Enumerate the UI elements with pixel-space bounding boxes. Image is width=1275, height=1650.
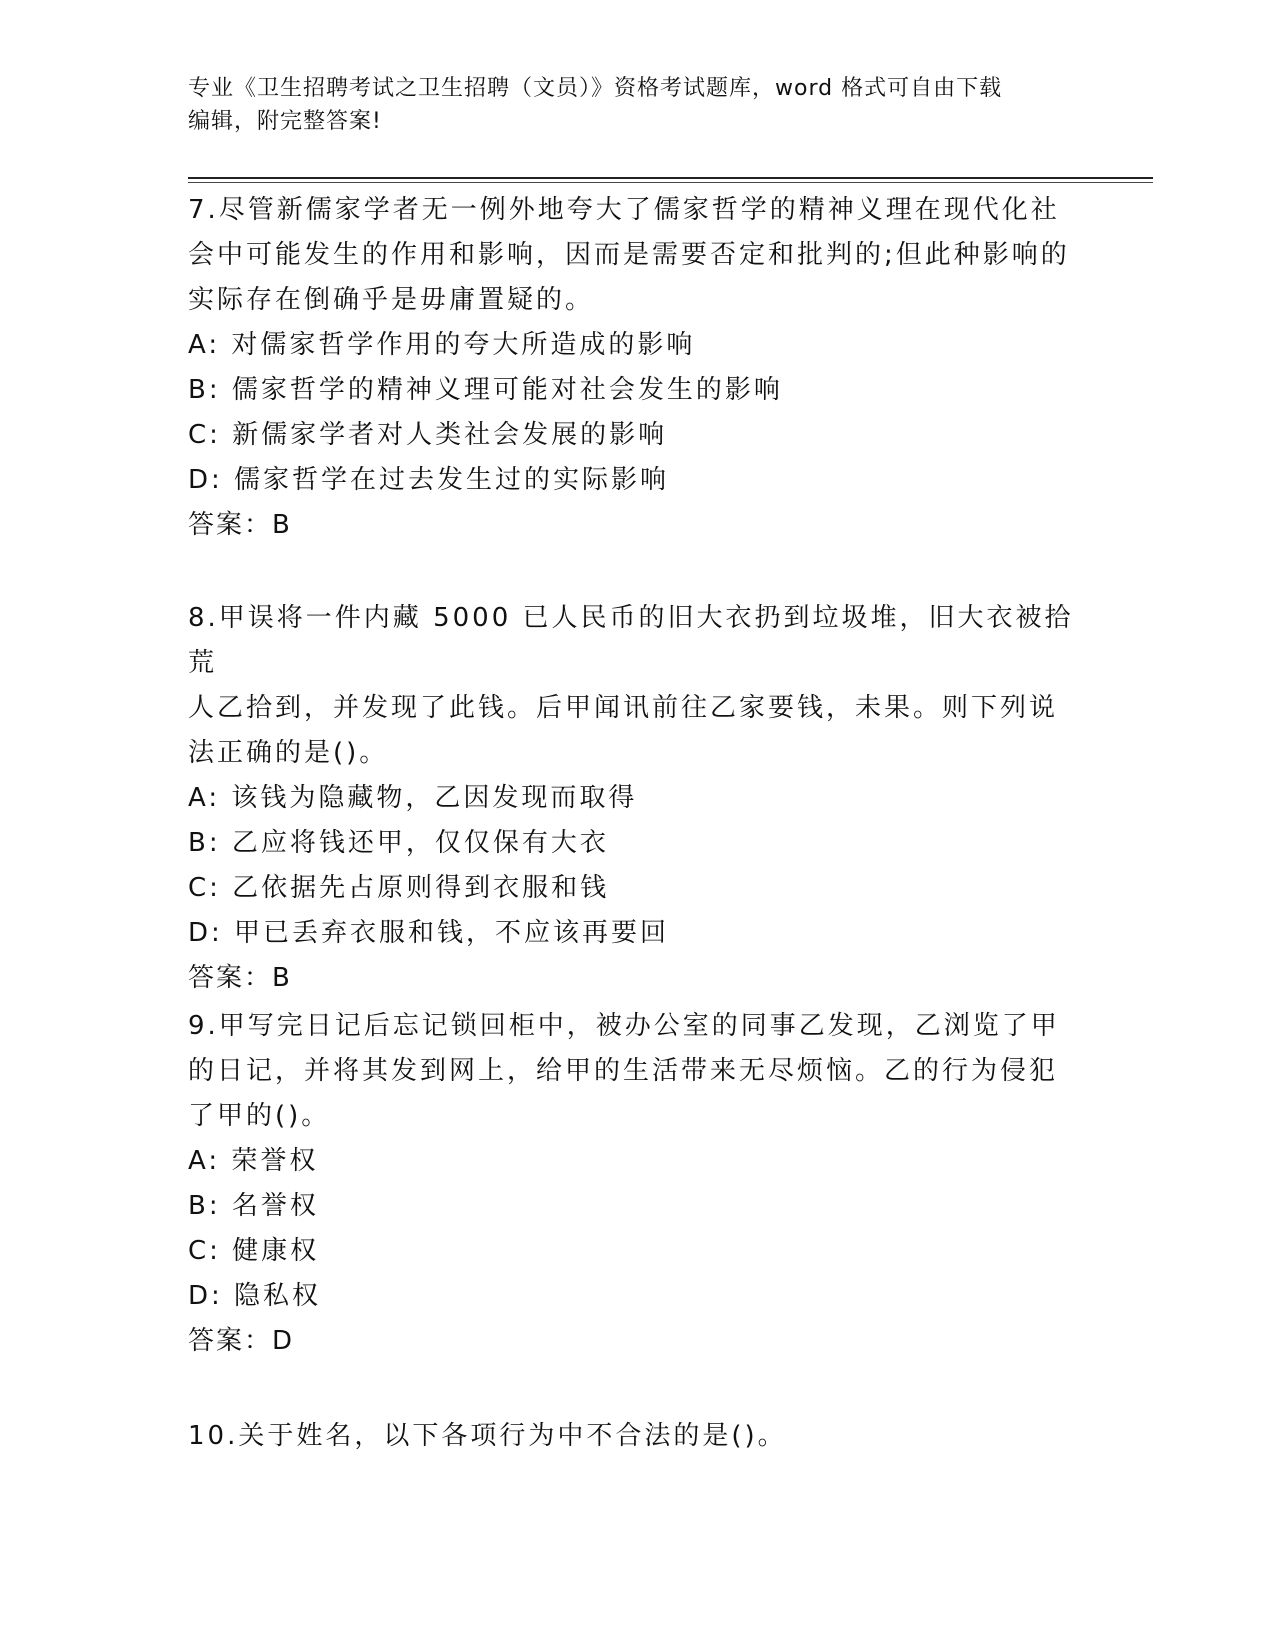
option-b: B: 儒家哲学的精神义理可能对社会发生的影响 (188, 375, 783, 405)
header-divider-thin (188, 182, 1153, 183)
option-c: C: 健康权 (188, 1236, 320, 1266)
question-9 (188, 1004, 1088, 1364)
option-d: D: 甲已丢弃衣服和钱，不应该再要回 (188, 918, 670, 948)
option-c: C: 乙依据先占原则得到衣服和钱 (188, 873, 610, 903)
option-a: A: 该钱为隐藏物，乙因发现而取得 (188, 783, 638, 813)
question-stem-line: 法正确的是()。 (188, 738, 389, 768)
option-b: B: 乙应将钱还甲，仅仅保有大衣 (188, 828, 609, 858)
question-stem-line: 会中可能发生的作用和影响，因而是需要否定和批判的;但此种影响的 (188, 240, 1070, 270)
question-stem-line: 的日记，并将其发到网上，给甲的生活带来无尽烦恼。乙的行为侵犯 (188, 1056, 1059, 1086)
question-7 (188, 188, 1088, 548)
option-d: D: 儒家哲学在过去发生过的实际影响 (188, 465, 670, 495)
option-a: A: 荣誉权 (188, 1146, 319, 1176)
question-stem-line: 9.甲写完日记后忘记锁回柜中，被办公室的同事乙发现，乙浏览了甲 (188, 1011, 1060, 1041)
answer: 答案：D (188, 1326, 295, 1356)
answer: 答案：B (188, 963, 292, 993)
question-stem-line: 7.尽管新儒家学者无一例外地夸大了儒家哲学的精神义理在现代化社 (188, 195, 1060, 225)
question-stem-line: 10.关于姓名，以下各项行为中不合法的是()。 (188, 1421, 787, 1451)
header-line-1: 专业《卫生招聘考试之卫生招聘（文员）》资格考试题库，word 格式可自由下载 (188, 76, 1003, 101)
question-8 (188, 596, 1088, 1001)
header-divider-thick (188, 177, 1153, 179)
document-header (188, 72, 1088, 138)
question-stem-line: 了甲的()。 (188, 1101, 331, 1131)
option-a: A: 对儒家哲学作用的夸大所造成的影响 (188, 330, 696, 360)
option-b: B: 名誉权 (188, 1191, 319, 1221)
question-10 (188, 1414, 1088, 1459)
question-stem-line: 人乙拾到，并发现了此钱。后甲闻讯前往乙家要钱，未果。则下列说 (188, 693, 1059, 723)
answer: 答案：B (188, 510, 292, 540)
header-line-2: 编辑，附完整答案! (188, 109, 382, 134)
question-stem-line: 实际存在倒确乎是毋庸置疑的。 (188, 285, 595, 315)
question-stem-line: 8.甲误将一件内藏 5000 已人民币的旧大衣扔到垃圾堆，旧大衣被拾荒 (188, 603, 1074, 678)
option-d: D: 隐私权 (188, 1281, 322, 1311)
option-c: C: 新儒家学者对人类社会发展的影响 (188, 420, 668, 450)
